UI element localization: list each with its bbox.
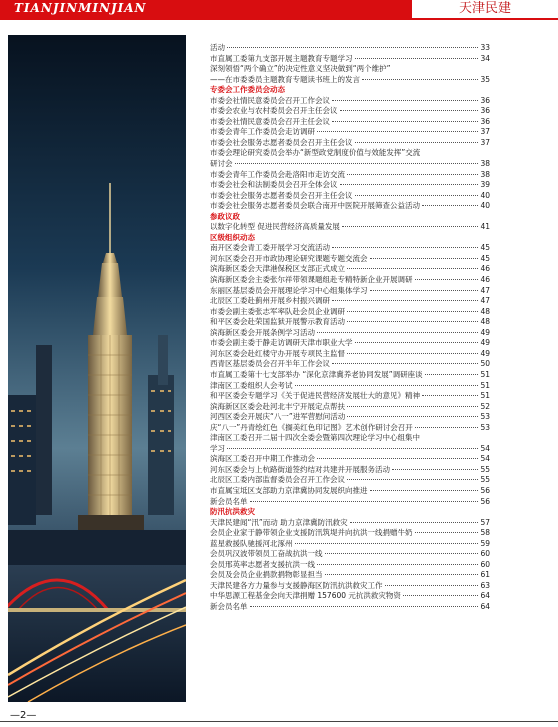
toc-entry-title: 天津民建各方力量参与支援静海区防汛抗洪救灾工作 (210, 580, 383, 590)
toc-entry[interactable] (210, 549, 490, 560)
toc-page-number: 49 (480, 327, 490, 337)
toc-entry-title: 庆“八一”丹青绘红色《搁美红色印记图》艺术创作研讨会召开 (210, 422, 413, 432)
toc-leader-dots (347, 416, 478, 417)
toc-entry[interactable] (210, 286, 490, 297)
toc-entry-title: 河东区委会赴红楼守办开展专项民主监督 (210, 348, 345, 358)
toc-entry[interactable] (210, 254, 490, 265)
toc-page-number: 53 (480, 422, 490, 432)
toc-entry-title: 津南区工委召开二届十四次全委会暨第四次理论学习中心组集中 (210, 433, 420, 443)
toc-page-number: 57 (480, 517, 490, 527)
toc-entry-title: 市直属工委第十七支部举办 “深化京津冀养老协同发展”调研座谈 (210, 369, 423, 379)
toc-entry[interactable] (210, 539, 490, 550)
toc-leader-dots (332, 121, 478, 122)
toc-leader-dots (340, 184, 479, 185)
toc-entry-title: 会员邢英率志愿者支援抗洪一线 (210, 559, 315, 569)
toc-entry-title: 市委会青年工作委员会赴洛阳市走访交流 (210, 169, 345, 179)
toc-page-number: 45 (480, 253, 490, 263)
toc-entry[interactable] (210, 591, 490, 602)
city-night-photo (8, 35, 186, 702)
toc-entry-title: 市委会理论研究委员会举办“新型政党制度价值与效能发挥”交流 (210, 148, 421, 158)
toc-leader-dots (347, 311, 478, 312)
toc-leader-dots (317, 458, 478, 459)
toc-leader-dots (347, 321, 478, 322)
toc-page-number: 48 (480, 306, 490, 316)
toc-entry[interactable] (210, 465, 490, 476)
table-of-contents (210, 43, 490, 613)
toc-page-number: 56 (480, 485, 490, 495)
toc-leader-dots (355, 58, 479, 59)
toc-page-number: 36 (480, 106, 490, 116)
toc-leader-dots (317, 131, 478, 132)
toc-entry[interactable] (210, 359, 490, 370)
toc-entry[interactable] (210, 264, 490, 275)
toc-section-heading: 防汛抗洪救灾 (210, 507, 255, 517)
toc-section-heading: 区级组织动态 (210, 232, 255, 242)
toc-page-number: 34 (480, 53, 490, 63)
toc-entry[interactable] (210, 518, 490, 529)
toc-section-heading: 专委会工作委员会动态 (210, 85, 285, 95)
toc-entry-title: 和平区委会赴荣国监狱开展警示教育活动 (210, 317, 345, 327)
toc-entry-title: 津南区工委组织人会考试 (210, 380, 293, 390)
toc-entry[interactable] (210, 412, 490, 423)
toc-leader-dots (332, 100, 478, 101)
toc-leader-dots (415, 532, 479, 533)
toc-entry-title: 滨海新区区委会赴河北丰宁开展定点帮扶 (210, 401, 345, 411)
toc-entry-title: 滨海新区委会天津港保税区支部正式成立 (210, 264, 345, 274)
toc-entry-title: ——在市委委员主题教育专题读书班上的发言 (210, 74, 360, 84)
toc-page-number: 38 (480, 169, 490, 179)
toc-page-number: 40 (480, 190, 490, 200)
toc-leader-dots (347, 353, 478, 354)
toc-page-number: 51 (480, 391, 490, 401)
toc-leader-dots (355, 142, 479, 143)
toc-leader-dots (332, 363, 478, 364)
toc-leader-dots (350, 522, 479, 523)
toc-page-number: 54 (480, 443, 490, 453)
toc-entry-title: 河东区委会与上杭路街道签约结对共建并开展服务活动 (210, 464, 390, 474)
toc-entry[interactable] (210, 497, 490, 508)
toc-page-number: 45 (480, 243, 490, 253)
toc-leader-dots (317, 332, 478, 333)
toc-leader-dots (415, 279, 479, 280)
toc-leader-dots (355, 342, 479, 343)
toc-leader-dots (295, 385, 479, 386)
toc-page-number: 64 (480, 591, 490, 601)
toc-entry[interactable] (210, 96, 490, 107)
toc-entry-title: 会员企业家于静带领企业支援防汛筑堤并向抗洪一线捐赠牛奶 (210, 528, 413, 538)
toc-entry[interactable] (210, 296, 490, 307)
toc-leader-dots (317, 564, 478, 565)
toc-entry-title: 市委会副主委张志军率队赴会员企业调研 (210, 306, 345, 316)
toc-entry-title: 新会员名单 (210, 496, 248, 506)
toc-entry[interactable] (210, 433, 490, 444)
toc-entry[interactable] (210, 328, 490, 339)
toc-entry[interactable] (210, 64, 490, 75)
toc-page-number: 36 (480, 95, 490, 105)
toc-entry-title: 以数字化转型 促进民营经济高质量发展 (210, 222, 340, 232)
toc-entry[interactable] (210, 570, 490, 581)
toc-page-number: 64 (480, 601, 490, 611)
toc-leader-dots (342, 226, 479, 227)
page-number: —2— (10, 710, 37, 721)
toc-entry-title: 河西区委会开展庆“八一”进军营慰问活动 (210, 412, 346, 422)
toc-entry[interactable] (210, 349, 490, 360)
toc-leader-dots (250, 501, 479, 502)
toc-entry[interactable] (210, 528, 490, 539)
toc-leader-dots (392, 469, 478, 470)
toc-leader-dots (362, 79, 478, 80)
toc-page-number: 50 (480, 359, 490, 369)
toc-page-number: 38 (480, 159, 490, 169)
toc-entry[interactable] (210, 159, 490, 170)
toc-entry-title: 市委会社会服务志愿者委员会召开主任会议 (210, 137, 353, 147)
toc-entry[interactable] (210, 148, 490, 159)
toc-entry-title: 北辰区工委赴蓟州开展乡村振兴调研 (210, 296, 330, 306)
toc-page-number: 49 (480, 348, 490, 358)
page-header (0, 0, 558, 18)
toc-entry-title: 和平区委会专题学习《关于促进民营经济发展壮大的意见》精神 (210, 391, 420, 401)
toc-page-number: 58 (480, 528, 490, 538)
toc-entry-title: 活动 (210, 43, 225, 52)
toc-page-number: 46 (480, 264, 490, 274)
toc-entry[interactable] (210, 454, 490, 465)
toc-page-number: 49 (480, 338, 490, 348)
toc-leader-dots (370, 258, 479, 259)
toc-entry[interactable] (210, 180, 490, 191)
toc-entry[interactable] (210, 170, 490, 181)
toc-entry-title: 市直属工委第九支部开展主题教育专题学习 (210, 53, 353, 63)
toc-entry-title: 市委会社情民意委员会召开工作会议 (210, 95, 330, 105)
header-rule (0, 18, 558, 20)
toc-entry[interactable] (210, 54, 490, 65)
toc-entry-title: 河东区委会召开市政协理论研究课题专题交流会 (210, 253, 368, 263)
toc-leader-dots (370, 290, 479, 291)
toc-leader-dots (227, 448, 478, 449)
toc-entry-title: 蓝星救援队驰援河北涿州 (210, 538, 293, 548)
toc-entry-title: 市委会社会服务志愿者委员会召开主任会议 (210, 190, 353, 200)
toc-leader-dots (332, 247, 478, 248)
toc-page-number: 63 (480, 580, 490, 590)
toc-leader-dots (370, 490, 479, 491)
toc-leader-dots (227, 47, 478, 48)
toc-entry[interactable] (210, 602, 490, 613)
toc-entry[interactable] (210, 127, 490, 138)
toc-page-number: 46 (480, 275, 490, 285)
toc-leader-dots (332, 300, 478, 301)
toc-leader-dots (325, 574, 479, 575)
toc-entry-title: 市委会农业与农村委员会召开主任会议 (210, 106, 338, 116)
toc-entry[interactable] (210, 43, 490, 54)
toc-page-number: 56 (480, 496, 490, 506)
toc-entry[interactable] (210, 338, 490, 349)
toc-entry-title: 学习 (210, 443, 225, 453)
toc-entry[interactable] (210, 191, 490, 202)
toc-entry[interactable] (210, 560, 490, 571)
toc-entry[interactable] (210, 275, 490, 286)
toc-entry[interactable] (210, 381, 490, 392)
toc-entry[interactable] (210, 307, 490, 318)
toc-page-number: 48 (480, 317, 490, 327)
toc-entry-title: 会员巩汉波带领员工奋战抗洪一线 (210, 549, 323, 559)
toc-page-number: 55 (480, 475, 490, 485)
magazine-title-cn: 天津民建 (412, 0, 558, 18)
toc-page-number: 54 (480, 454, 490, 464)
toc-page-number: 37 (480, 127, 490, 137)
header-band (0, 0, 412, 18)
toc-leader-dots (347, 406, 478, 407)
toc-leader-dots (403, 595, 479, 596)
toc-entry[interactable] (210, 201, 490, 212)
toc-page-number: 40 (480, 201, 490, 211)
toc-entry-title: 南开区委会青工委开展学习交流活动 (210, 243, 330, 253)
toc-entry-title: 西青区基层委员会召开半年工作会议 (210, 359, 330, 369)
toc-entry[interactable] (210, 75, 490, 86)
toc-page-number: 41 (480, 222, 490, 232)
toc-page-number: 52 (480, 401, 490, 411)
toc-entry-title: 市委会副主委于静走访调研天津市职业大学 (210, 338, 353, 348)
toc-section-heading: 参政议政 (210, 211, 240, 221)
toc-entry-title: 市委会社情民意委员会召开主任会议 (210, 116, 330, 126)
toc-page-number: 39 (480, 180, 490, 190)
toc-page-number: 36 (480, 116, 490, 126)
toc-entry[interactable] (210, 117, 490, 128)
toc-entry-title: 滨海新区委会主委张尔祥带领课题组赴专精特新企业开展调研 (210, 275, 413, 285)
toc-page-number: 59 (480, 538, 490, 548)
toc-entry-title: 市委会社会服务志愿者委员会联合南开中医院开展筛查公益活动 (210, 201, 420, 211)
toc-leader-dots (347, 479, 478, 480)
toc-entry-title: 天津民建闻“汛”而动 助力京津冀防汛救灾 (210, 517, 348, 527)
toc-page-number: 60 (480, 559, 490, 569)
toc-leader-dots (347, 174, 478, 175)
toc-page-number: 47 (480, 296, 490, 306)
toc-entry[interactable] (210, 370, 490, 381)
toc-page-number: 37 (480, 137, 490, 147)
toc-page-number: 35 (480, 74, 490, 84)
toc-leader-dots (340, 110, 479, 111)
toc-leader-dots (415, 427, 479, 428)
footer-rule (0, 721, 558, 722)
toc-entry-title: 新会员名单 (210, 601, 248, 611)
toc-entry[interactable] (210, 243, 490, 254)
toc-leader-dots (347, 268, 478, 269)
toc-leader-dots (422, 395, 478, 396)
toc-entry[interactable] (210, 317, 490, 328)
toc-leader-dots (325, 553, 479, 554)
toc-entry[interactable] (210, 486, 490, 497)
toc-leader-dots (250, 606, 479, 607)
toc-page-number: 55 (480, 464, 490, 474)
toc-leader-dots (355, 195, 479, 196)
toc-page-number: 53 (480, 412, 490, 422)
toc-leader-dots (385, 585, 479, 586)
toc-page-number: 47 (480, 285, 490, 295)
toc-leader-dots (422, 205, 478, 206)
toc-entry[interactable] (210, 423, 490, 434)
toc-entry-title: 滨海新区委会开展条例学习活动 (210, 327, 315, 337)
toc-entry[interactable] (210, 391, 490, 402)
toc-entry-title: 深刻领悟“两个确立”的决定性意义坚决做到“两个维护” (210, 64, 391, 74)
toc-page-number: 60 (480, 549, 490, 559)
toc-entry[interactable] (210, 475, 490, 486)
toc-leader-dots (425, 374, 479, 375)
toc-entry[interactable] (210, 222, 490, 233)
toc-entry[interactable] (210, 402, 490, 413)
toc-page-number: 51 (480, 380, 490, 390)
toc-entry-title: 市委会社会和法制委员会召开全体会议 (210, 180, 338, 190)
toc-entry-title: 会员及会员企业捐款捐物彰显担当 (210, 570, 323, 580)
toc-page-number: 33 (480, 43, 490, 52)
toc-page-number: 51 (480, 369, 490, 379)
toc-entry[interactable] (210, 138, 490, 149)
toc-entry-title: 中华思源工程基金会向天津捐赠 157600 元抗洪救灾物资 (210, 591, 401, 601)
toc-entry-title: 市委会青年工作委员会走访调研 (210, 127, 315, 137)
toc-entry-title: 滨海区工委召开中期工作推动会 (210, 454, 315, 464)
magazine-title-en: TIANJINMINJIAN (14, 1, 147, 15)
toc-entry-title: 研讨会 (210, 159, 233, 169)
toc-entry[interactable] (210, 444, 490, 455)
toc-page-number: 61 (480, 570, 490, 580)
toc-entry[interactable] (210, 581, 490, 592)
toc-entry-title: 东丽区基层委员会开展理论学习中心组集体学习 (210, 285, 368, 295)
toc-entry-title: 市直属宝坻区支部助力京津冀协同发展织向推进 (210, 485, 368, 495)
toc-entry[interactable] (210, 106, 490, 117)
toc-entry-title: 北辰区工委内部监督委员会召开工作会议 (210, 475, 345, 485)
toc-leader-dots (235, 163, 479, 164)
toc-leader-dots (295, 543, 479, 544)
